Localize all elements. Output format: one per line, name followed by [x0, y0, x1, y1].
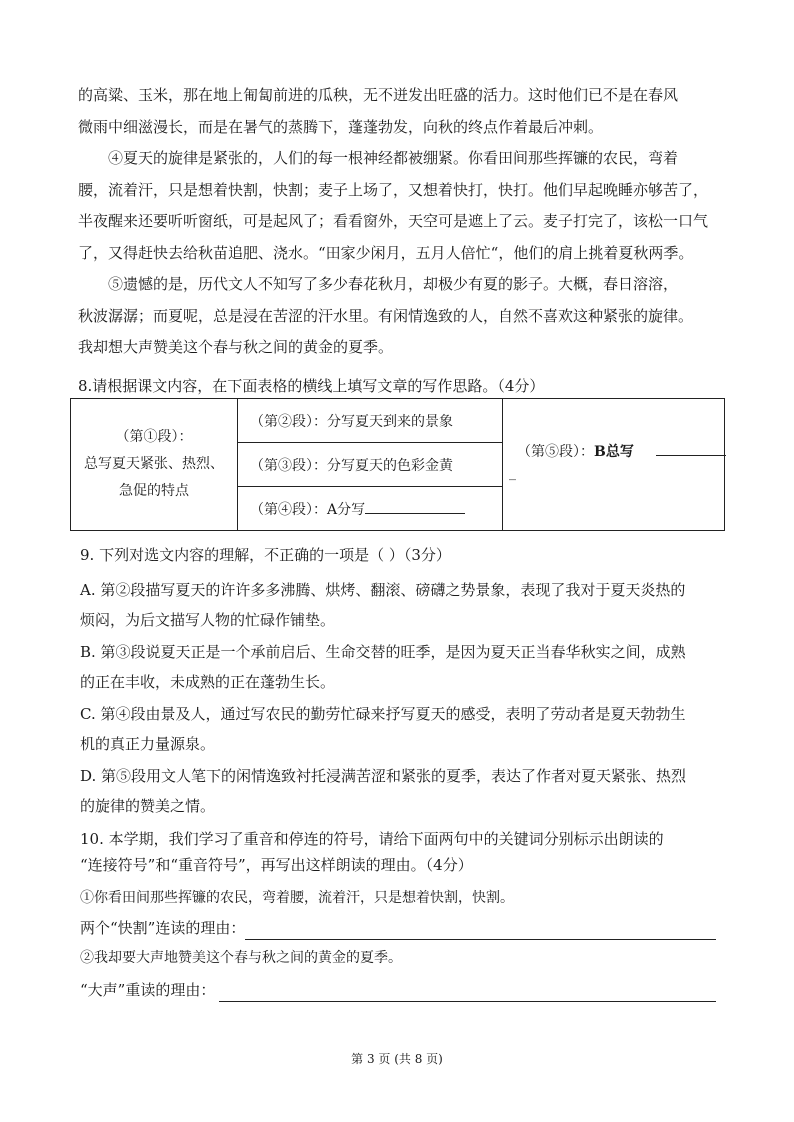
cell-text: B总写 — [594, 443, 634, 460]
passage-paragraph-4 — [78, 143, 724, 269]
cell-label: （第⑤段）： — [517, 443, 594, 460]
cell-label: （第④段）： — [250, 501, 327, 518]
option-line: C. 第④段由景及人，通过写农民的勤劳忙碌来抒写夏天的感受，表明了劳动者是夏天勃勃生 — [80, 705, 686, 723]
cell-text: 分写夏天的色彩金黄 — [327, 457, 453, 474]
text-line: 了，又得赶快去给秋苗追肥、浇水。“田家少闲月，五月人倍忙“，他们的肩上挑着夏秋两季。 — [78, 243, 694, 262]
option-line: 烦闷，为后文描写人物的忙碌作铺垫。 — [80, 610, 336, 629]
question-10-reason-2 — [80, 978, 730, 1002]
option-line: D. 第⑤段用文人笔下的闲情逸致衬托浸满苦涩和紧张的夏季，表达了作者对夏天紧张、热烈 — [80, 767, 687, 785]
option-line: 机的真正力量源泉。 — [80, 734, 216, 753]
passage-paragraph-continued — [78, 80, 724, 143]
answer-blank-a[interactable] — [365, 513, 465, 514]
outline-cell-paragraph-3 — [238, 443, 503, 487]
reason-label: 两个“快割”连读的理由： — [80, 919, 246, 937]
stray-underscore: _ — [509, 464, 516, 481]
outline-cell-paragraph-1 — [71, 399, 238, 531]
stem-line: “连接符号”和“重音符号”，再写出这样朗读的理由。（4分） — [80, 856, 473, 874]
text-line: 的高粱、玉米，那在地上匍匐前进的瓜秧，无不迸发出旺盛的活力。这时他们已不是在春风 — [78, 86, 679, 104]
cell-label: （第③段）： — [250, 457, 327, 474]
outline-cell-paragraph-2 — [238, 399, 503, 443]
text-line: 腰，流着汗，只是想着快割，快割；麦子上场了，又想着快打，快打。他们早起晚睡亦够苦了， — [78, 180, 709, 199]
cell-text: 急促的特点 — [119, 483, 189, 499]
option-line: 的正在丰收，未成熟的正在蓬勃生长。 — [80, 672, 336, 691]
option-line: 的旋律的赞美之情。 — [80, 796, 216, 815]
question-9-option-c[interactable] — [80, 700, 730, 759]
question-10-stem — [80, 826, 730, 878]
cell-label: （第②段）： — [250, 413, 327, 430]
cell-text: 总写夏天紧张、热烈、 — [84, 456, 224, 472]
question-10-reason-1 — [80, 916, 730, 940]
question-10-sentence-2: ②我却要大声地赞美这个春与秋之间的黄金的夏季。 — [80, 950, 402, 966]
option-line: B. 第③段说夏天正是一个承前启后、生命交替的旺季，是因为夏天正当春华秋实之间，成熟 — [80, 643, 686, 661]
page-number-footer: 第 3 页 (共 8 页) — [351, 1052, 443, 1066]
question-10-sentence-1: ①你看田间那些挥镰的农民，弯着腰，流着汗，只是想着快割，快割。 — [80, 890, 514, 906]
writing-outline-table — [70, 398, 725, 531]
text-line: ④夏天的旋律是紧张的，人们的每一根神经都被绷紧。你看田间那些挥镰的农民，弯着 — [108, 149, 679, 167]
cell-label: （第①段）： — [115, 429, 193, 445]
question-8-title: 8.请根据课文内容，在下面表格的横线上填写文章的写作思路。（4分） — [78, 377, 545, 395]
question-9-option-d[interactable] — [80, 762, 730, 821]
text-line: 秋波潺潺；而夏呢，总是浸在苦涩的汗水里。有闲情逸致的人，自然不喜欢这种紧张的旋律。 — [78, 306, 694, 325]
question-9-option-b[interactable] — [80, 638, 730, 697]
passage-paragraph-5 — [78, 269, 724, 364]
outline-cell-paragraph-5 — [503, 399, 725, 531]
option-line: A. 第②段描写夏天的许许多多沸腾、烘烤、翻滚、磅礴之势景象，表现了我对于夏天炎热的 — [80, 581, 686, 599]
text-line: 半夜醒来还要听听窗纸，可是起风了；看看窗外，天空可是遮上了云。麦子打完了，该松一口气 — [78, 212, 709, 230]
question-9-option-a[interactable] — [80, 576, 730, 635]
answer-line-2[interactable] — [219, 983, 716, 1002]
answer-line-1[interactable] — [245, 921, 716, 940]
outline-cell-paragraph-4 — [238, 487, 503, 531]
text-line: 微雨中细滋漫长，而是在暑气的蒸腾下，蓬蓬勃发，向秋的终点作着最后冲刺。 — [78, 117, 604, 136]
cell-text: 分写夏天到来的景象 — [327, 413, 453, 430]
stem-line: 10. 本学期，我们学习了重音和停连的符号，请给下面两句中的关键词分别标示出朗读的 — [80, 830, 664, 848]
cell-text: A分写 — [327, 501, 366, 518]
text-line: 我却想大声赞美这个春与秋之间的黄金的夏季。 — [78, 338, 394, 356]
text-line: ⑤遗憾的是，历代文人不知写了多少春花秋月，却极少有夏的影子。大概，春日溶溶， — [108, 275, 679, 293]
question-9-stem: 9. 下列对选文内容的理解，不正确的一项是（ ）（3分） — [80, 546, 451, 564]
reason-label: “大声”重读的理由： — [80, 981, 216, 999]
answer-blank-b[interactable] — [656, 455, 726, 456]
